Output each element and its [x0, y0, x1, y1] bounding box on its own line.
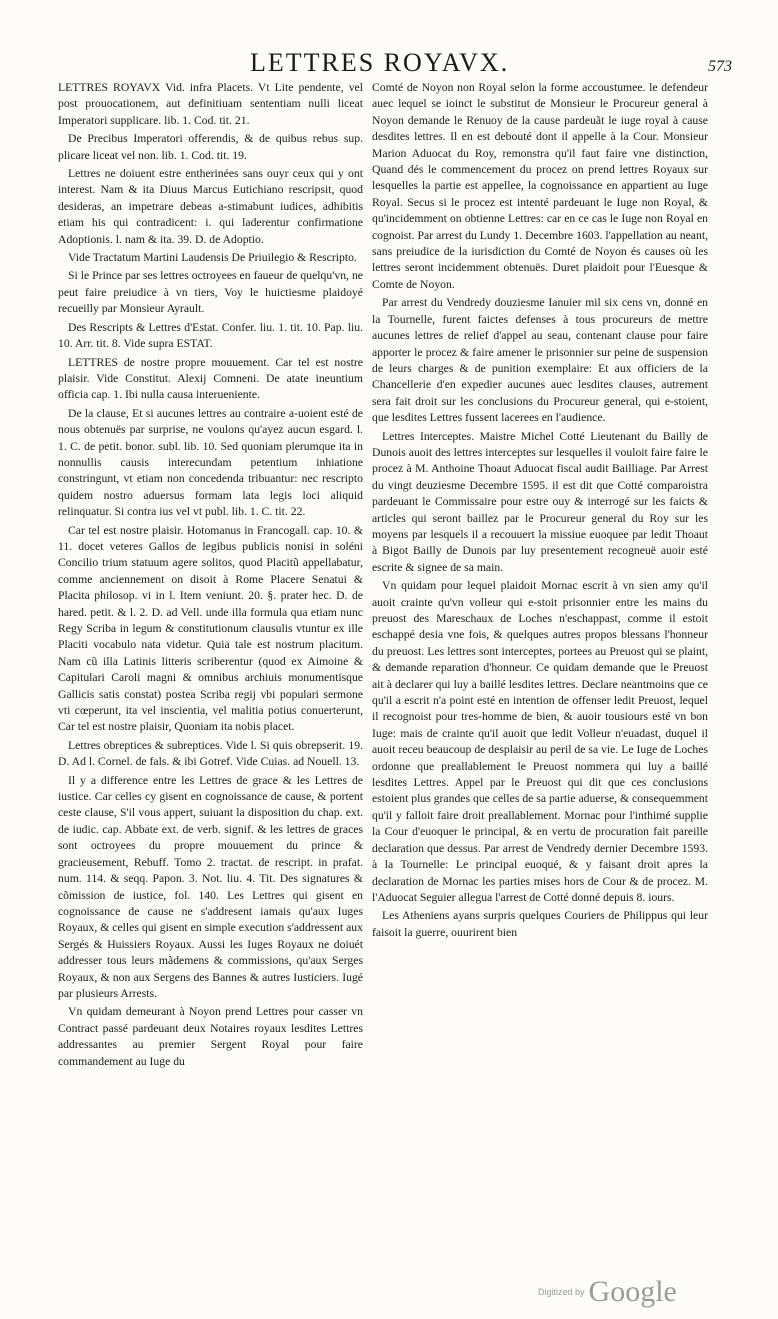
- entry-propre-mouuement: LETTRES de nostre propre mouuement. Car tel est nostre plaisir. Vide Constitut. Alexij Comneni. De atate ineuntium officia cap. 1. Ibi nulla causa interueniente.: [58, 355, 363, 402]
- entry-noyon-contract: Vn quidam demeurant à Noyon prend Lettres pour casser vn Contract passé pardeuant deux Notaires royaux lesdites Lettres addressantes au premier Sergent Royal pour faire commandement au Iuge du: [58, 1005, 363, 1068]
- entry-obreptices: Lettres obreptices & subreptices. Vide l. Si quis obrepserit. 19. D. Ad l. Cornel. de fals. & ibi Gotref. Vide Cuias. ad Nouell. 13.: [58, 738, 363, 769]
- entry-mornac-quidam: Vn quidam pour lequel plaidoit Mornac escrit à vn sien amy qu'il auoit crainte qu'vn volleur qui e-stoit prisonnier entre les mains du preuost des Mareschaux de Loches n'eschappast, comme il estoit eschappé desia vne fois, & quelques autres propos blessans l'honneur du preuost. Les lettres sont interceptes, portees au Preuost qui se plaint, & demande reparation d'honneur. Ce quidam demande que le Preuost ait à declarer qui luy a baillé lesdites lettres. Declare neantmoins que ce qu'il a escrit n'a point esté en intention de offenser ledit Preuost, lequel il recognoist pour tres-homme de bien, & auoir tousiours esté vn bon Iuge: mais de crainte qu'il auoit que ledit Volleur n'euadast, duquel il auoit receu beaucoup de desplaisir au peril de sa vie. Le Iuge de Loches ordonne que preallablement le Preuost nommera qui luy a baillé lesdites Lettres. Appel par le Preuost qui dit que ces conclusions estoient plus grandes que celles de sa partie aduerse, & consequemment qu'il y falloit faire droit preallablement. Mornac pour l'inthimé supplie la Cour d'euoquer le principal, & en vertu de procuration fait pareille declaration que dessus. Par arrest de Vendredy dernier Decembre 1593. à la Tournelle: Le principal euoqué, & y faisant droit apres la declaration de Mornac les parties mises hors de Cour & de procez. M. l'Aduocat Seguier allegua l'arrest de Cotté donné depuis 8. iours.: [372, 579, 708, 904]
- entry-difference-grace-iustice: Il y a difference entre les Lettres de grace & les Lettres de iustice. Car celles cy gisent en cognoissance de cause, & portent ceste clause, S'il vous appert, suiuant la disposition du chap. ext. de iudic. cap. Abbate ext. de verb. signif. & les lettres de graces sont octroyees du propre mouuement du prince & gracieusement, Rebuff. Tomo 2. tractat. de rescript. in prafat. num. 114. & seqq. Papon. 3. Not. liu. 4. Tit. Des signatures & cõmission de iustice, fol. 140. Les Lettres qui gisent en cognoissance de cause ne s'addresent iamais qu'aux Iuges Royaux, & celles qui gisent en simple execution s'addressent aux Sergés & Huissiers Royaux. Aussi les Iuges Royaux ne doiuét addresser tous leurs mãdemens & commissions, qu'aux Serges Royaux, & non aux Sergens des Bannes & autres Iusticiers. Iugé par plusieurs Arrests.: [58, 773, 363, 1000]
- google-logo: Google: [588, 1275, 677, 1308]
- digitized-by-label: Digitized by: [538, 1287, 585, 1297]
- entry-des-rescripts: Des Rescripts & Lettres d'Estat. Confer. liu. 1. tit. 10. Pap. liu. 10. Arr. tit. 8. Vide supra ESTAT.: [58, 320, 363, 351]
- entry-atheniens: Les Atheniens ayans surpris quelques Couriers de Philippus qui leur faisoit la guerre, ouurirent bien: [372, 909, 708, 939]
- right-column: [372, 80, 708, 943]
- page-header: [0, 48, 778, 82]
- entry-arrest-douziesme-ianuier: Par arrest du Vendredy douziesme Ianuier mil six cens vn, donné en la Tournelle, furent faictes defenses à tous procureurs de mettre aucunes lettres de relief d'appel au seau, contenant clause pour faire apporter le procez & faire amener le prisonnier sur peine de suspension de leurs charges & de punition exemplaire: Et aux officiers de la Chancellerie d'en expedier aucunes auec lesdites clauses, autrement sera fait droit sur les conclusions du Procureur general, qui e-stoient, que lesdites Lettres fussent lacerees en l'audience.: [372, 296, 708, 425]
- entry-entherinees: Lettres ne doiuent estre entherinées sans ouyr ceux qui y ont interest. Nam & ita Diuus Marcus Eutichiano rescripsit, quod desideras, an impetrare debeas a-stimabunt iudices, adhibitis etiam his qui contradicent: i. qui laderentur confirmatione Adoptionis. l. nam & ita. 39. D. de Adoptio.: [58, 167, 363, 246]
- left-column: [58, 80, 363, 1072]
- entry-de-precibus: De Precibus Imperatori offerendis, & de quibus rebus sup. plicare liceat vel non. lib. 1. Cod. tit. 19.: [58, 132, 363, 162]
- running-title: LETTRES ROYAVX.: [250, 48, 510, 77]
- entry-comte-de-noyon: Comté de Noyon non Royal selon la forme accoustumee. le defendeur auec lequel se ioinct le substitut de Monsieur le Procureur general à Noyon demande le Renuoy de la cause pardeuãt le iuge royal à cause desdites lettres. Il en est debouté dont il appelle à la Cour. Monsieur Marion Aduocat du Roy, remonstra qu'il faut faire vne distinction, Quand dés le commencement du procez on prend lettres Royaux sur lesquelles la partie est appellee, la cognoissance en appartient au Iuge Royal. Secus si le procez est intenté pardeuant le Iuge non Royal, & qu'incidemment on obtienne Lettres: car en ce cas le Iuge non Royal en cognoist. Par arrest du Lundy 1. Decembre 1603. l'appellation au neant, sans preiudice de la iurisdiction du Comté de Noyon és causes où les lettres seront incidemment obtenuës. Duret plaidoit pour l'Euesque & Comte de Noyon.: [372, 81, 708, 291]
- entry-lettres-interceptes: Lettres Interceptes. Maistre Michel Cotté Lieutenant du Bailly de Dunois auoit des lettres interceptes sur lesquelles il vouloit faire faire le procez à M. Anthoine Thoaut Aduocat fiscal audit Bailliage. Par Arrest du vingt deuziesme Decembre 1595. il est dit que Cotté comparoistra pardeuant le Commissaire pour estre ouy & interrogé sur les faicts & articles qui seront baillez par le Procureur general du Roy sur les moyens par lesquels il a recouuert la missiue euoquee par ledit Thoaut à Bigot Bailly de Dunois par luy presentement recogneuë auoir esté escrite & signee de sa main.: [372, 429, 708, 574]
- entry-lettres-royaux: LETTRES ROYAVX Vid. infra Placets. Vt Lite pendente, vel post prouocationem, aut definitiuam sententiam nulli liceat Imperatori supplicare. lib. 1. Cod. tit. 21.: [58, 81, 363, 127]
- entry-si-le-prince: Si le Prince par ses lettres octroyees en faueur de quelqu'vn, ne peut faire preiudice à vn tiers, Voy le huictiesme plaidoyé recueilly par Monsieur Ayrault.: [58, 269, 363, 316]
- entry-de-la-clause: De la clause, Et si aucunes lettres au contraire a-uoient esté de nous obtenuës par surprise, ne voulons qu'ayez aucun esgard. l. 1. C. de petit. bonor. subl. lib. 10. Sed quoniam plerumque ita in nonnullis causis interecundam petentium inhiatione constringunt, vt etiam non concedenda tribuantur: nec rescripto quidem nostro aduersus formam lata legis loci aliquid relinquatur. Si contra ius vel vt publ. lib. 1. C. tit. 22.: [58, 406, 363, 519]
- digitized-by-google-watermark: [538, 1275, 677, 1309]
- page-number: 573: [708, 58, 732, 75]
- entry-car-tel-est: Car tel est nostre plaisir. Hotomanus in Francogall. cap. 10. & 11. docet veteres Gallos de legibus publicis nonisi in soléni Concilio trium statuum agere solitos, quod Placitũ appellabatur, comme anciennement on disoit à Rome Placere Senatui & Placita philosop. vi in l. Item veniunt. 20. §. prater hec. D. de hared. petit. & l. 2. D. ad Vell. unde illa formula qua etiam nunc Regy Scriba in legum & constitutionum clausulis vtuntur ex ille Placiti vocabulo nata videtur. Quia tale est nostrum placitum. Nam cũ illa Latinis litteris scriberentur (quod ex Aimoine & Capitulari Caroli magni & omnibus archiuis monumentisque Gallicis satis constat) postea Scriba regij vbi populari sermone vti cœperunt, ita vel inscientia, vel malitia potius conuerterunt, Car tel est nostre plaisir, Quoniam ita nobis placet.: [58, 523, 363, 734]
- entry-vide-tractatum: Vide Tractatum Martini Laudensis De Priuilegio & Rescripto.: [68, 251, 357, 265]
